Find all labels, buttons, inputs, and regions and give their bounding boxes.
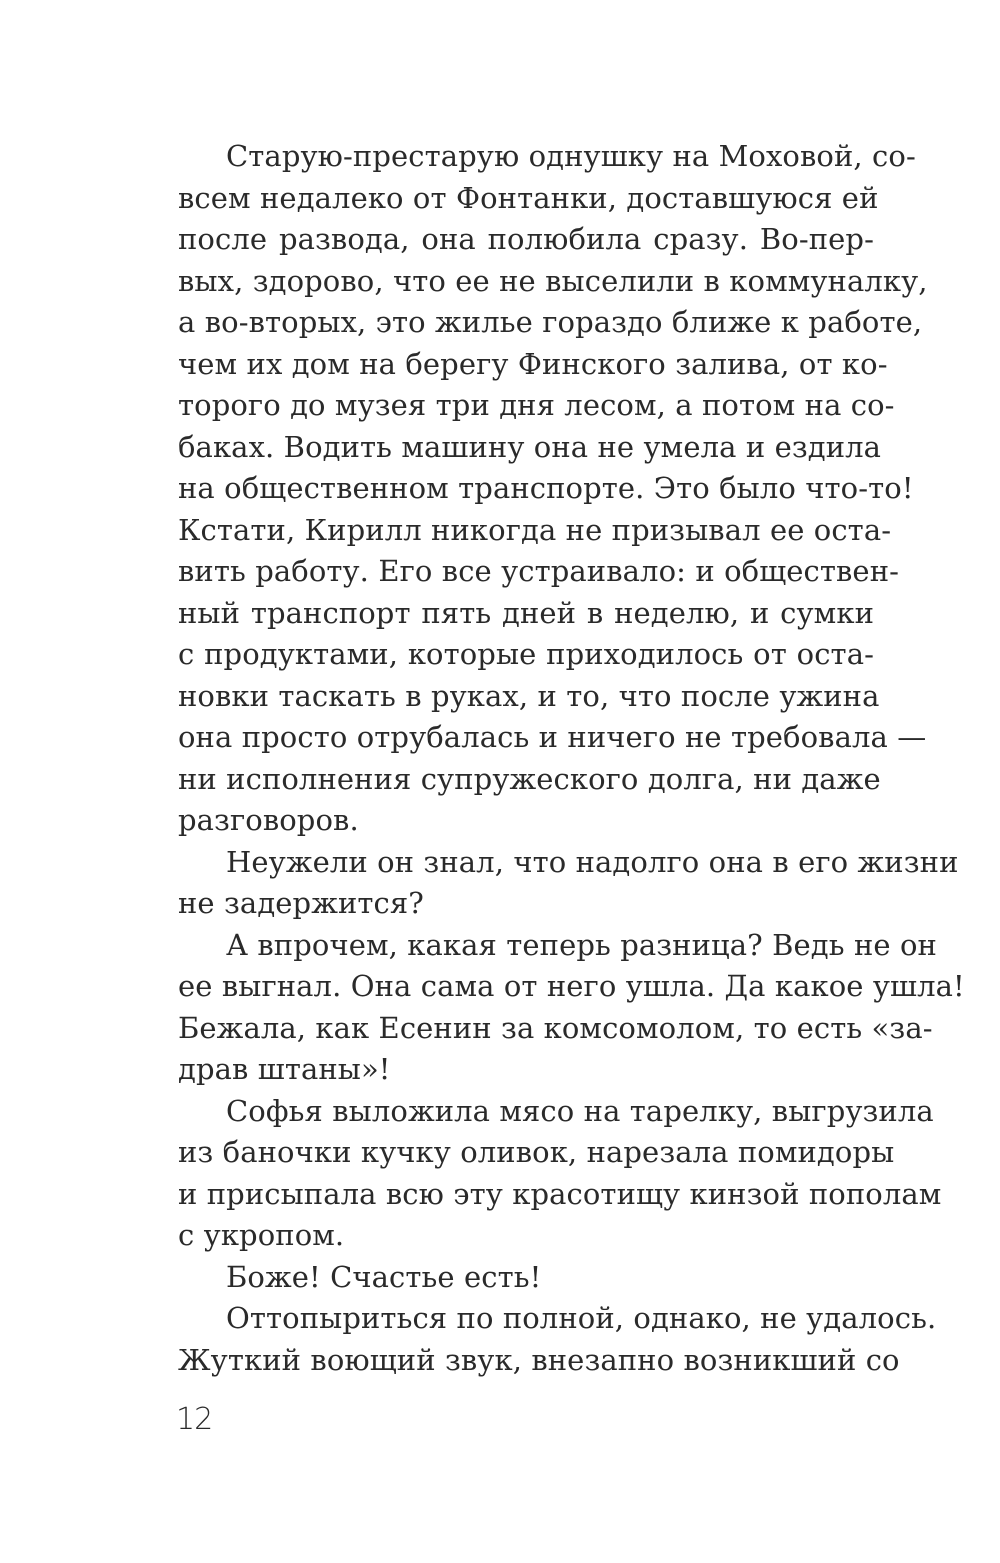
text-line: всем недалеко от Фонтанки, доставшуюся ей	[178, 180, 879, 215]
text-line: Боже! Счастье есть!	[226, 1259, 542, 1294]
text-line: разговоров.	[178, 803, 359, 837]
text-line: А впрочем, какая теперь разница? Ведь не он	[226, 927, 937, 962]
text-line: Софья выложила мясо на тарелку, выгрузила	[226, 1093, 934, 1128]
text-line: не задержится?	[178, 886, 424, 920]
text-line: ни исполнения супружеского долга, ни даже	[178, 761, 881, 796]
text-line: и присыпала всю эту красотищу кинзой пополам	[178, 1176, 942, 1211]
text-line: с укропом.	[178, 1218, 345, 1252]
page-number: 12	[176, 1402, 213, 1437]
text-line: чем их дом на берегу Финского залива, от ко-	[178, 346, 888, 381]
text-line: вить работу. Его все устраивало: и обществен-	[178, 554, 900, 588]
text-line: ный транспорт пять дней в неделю, и сумки	[178, 595, 874, 630]
text-line: Старую-престарую однушку на Моховой, со-	[226, 139, 916, 173]
text-line: из баночки кучку оливок, нарезала помидоры	[178, 1135, 895, 1169]
text-line: ее выгнал. Она сама от него ушла. Да какое ушла!	[178, 969, 965, 1003]
text-line: Бежала, как Есенин за комсомолом, то есть «за-	[178, 1010, 933, 1045]
text-line: Кстати, Кирилл никогда не призывал ее оста-	[178, 512, 892, 547]
text-line: с продуктами, которые приходилось от оста-	[178, 637, 874, 671]
text-line: она просто отрубалась и ничего не требовала —	[178, 720, 927, 754]
text-line: Жуткий воющий звук, внезапно возникший со	[178, 1342, 900, 1377]
text-line: торого до музея три дня лесом, а потом на со-	[178, 388, 895, 422]
text-line: новки таскать в руках, и то, что после ужина	[178, 678, 880, 713]
text-line: вых, здорово, что ее не выселили в коммуналку,	[178, 263, 928, 298]
text-line: баках. Водить машину она не умела и ездила	[178, 429, 882, 464]
text-line: Неужели он знал, что надолго она в его жизни	[226, 844, 959, 879]
text-line: после развода, она полюбила сразу. Во-пер-	[178, 222, 874, 256]
text-line: Оттопыриться по полной, однако, не удалось.	[226, 1301, 937, 1335]
text-line: а во-вторых, это жилье гораздо ближе к работе,	[178, 305, 923, 339]
text-line: драв штаны»!	[178, 1052, 391, 1086]
text-line: на общественном транспорте. Это было что-то!	[178, 471, 914, 505]
body-text	[178, 136, 965, 1381]
